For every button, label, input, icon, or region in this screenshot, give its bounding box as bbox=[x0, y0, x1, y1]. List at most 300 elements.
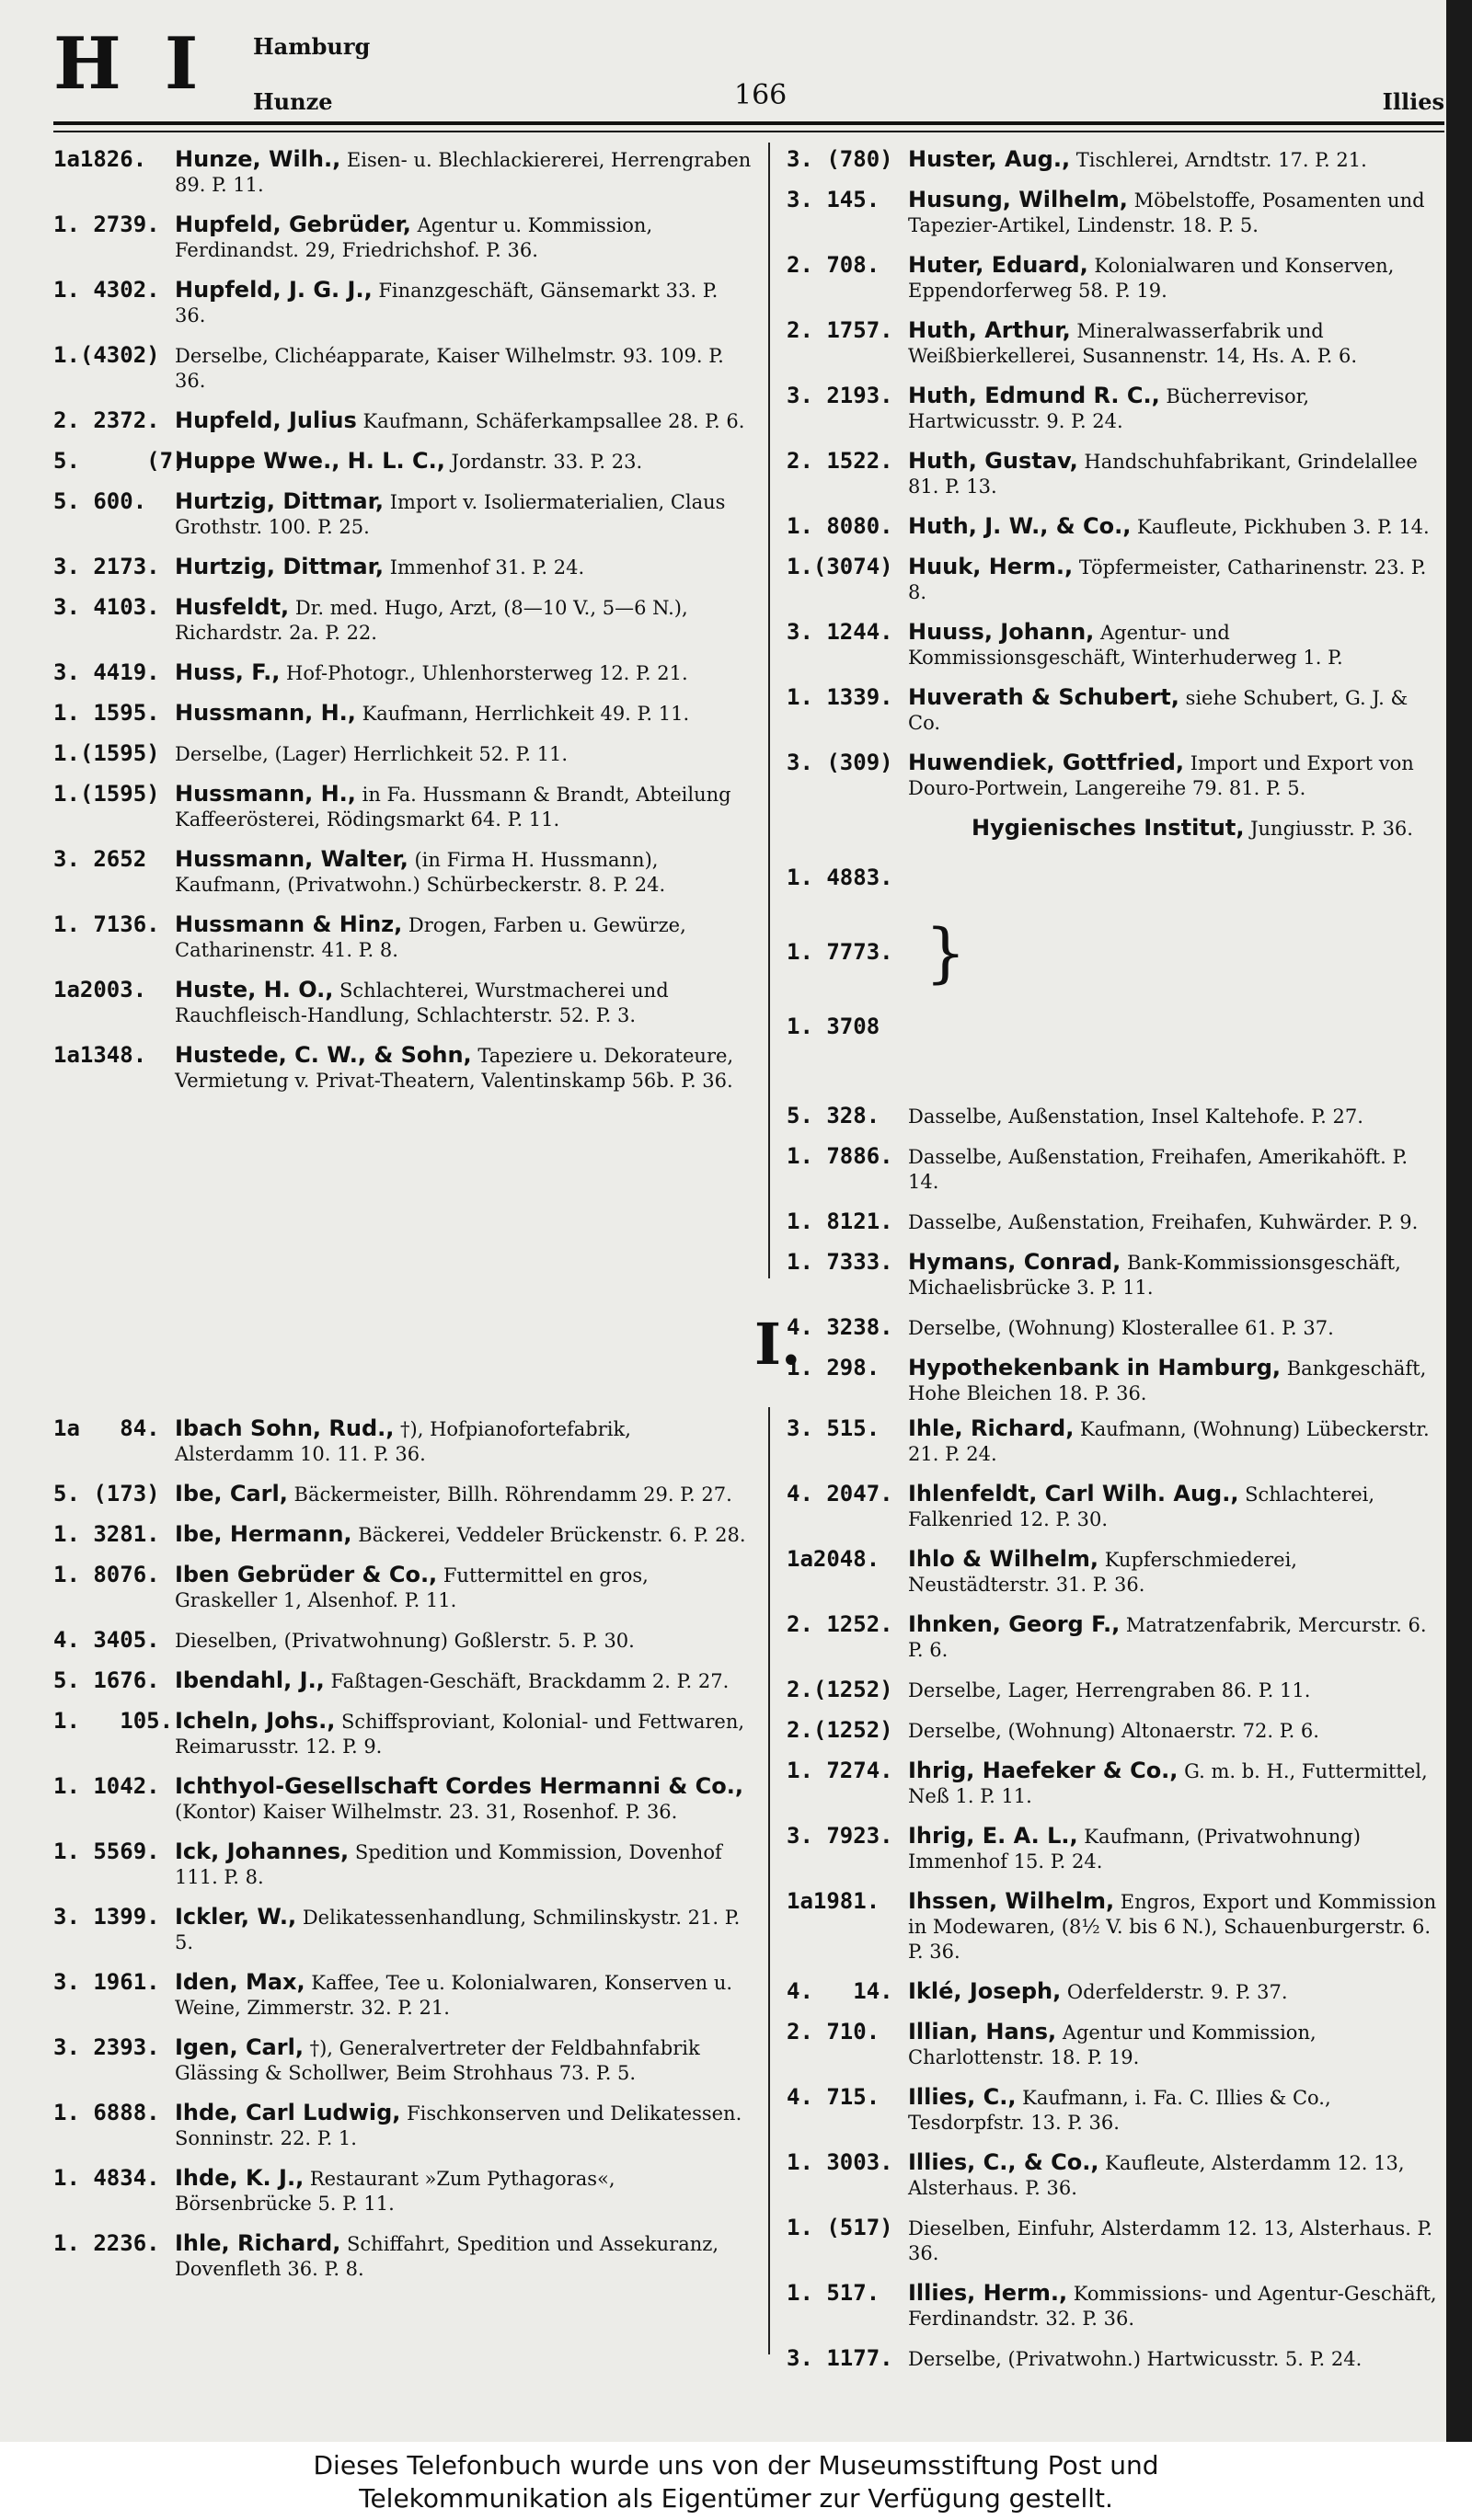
entry-details: Derselbe, (Privatwohn.) Hartwicusstr. 5. P. 24. bbox=[908, 2348, 1363, 2370]
phone-number: 5. 1676. bbox=[53, 1667, 160, 1693]
entry-name: Hustede, C. W., & Sohn, bbox=[175, 1042, 472, 1068]
phone-number: 3. (780) bbox=[787, 146, 893, 172]
entry-text bbox=[175, 978, 754, 1028]
entry-text bbox=[908, 1209, 1444, 1235]
entry-text bbox=[908, 1824, 1444, 1874]
phone-number: 1a2003. bbox=[53, 977, 147, 1002]
column-top-right bbox=[787, 147, 1444, 1421]
phone-number: 1. 7136. bbox=[53, 911, 160, 937]
entry-name: Ihlo & Wilhelm, bbox=[908, 1546, 1099, 1572]
phone-number: 2.(1252) bbox=[787, 1717, 893, 1743]
entry-name: Igen, Carl, bbox=[175, 2034, 304, 2060]
entry-text bbox=[175, 1563, 754, 1613]
entry-text bbox=[908, 514, 1444, 540]
entry-details: Bücherrevisor, Hartwicusstr. 9. P. 24. bbox=[908, 385, 1310, 432]
entry-text bbox=[908, 449, 1444, 499]
phone-number: 5. (173) bbox=[53, 1481, 160, 1506]
entry-text bbox=[908, 2216, 1444, 2266]
list-item bbox=[787, 620, 1444, 670]
entry-name: Illies, C., & Co., bbox=[908, 2149, 1099, 2175]
list-item bbox=[787, 1612, 1444, 1663]
entry-details: Derselbe, (Wohnung) Klosterallee 61. P. 37. bbox=[908, 1317, 1334, 1339]
entry-details: Kolonialwaren und Konserven, Eppendorferweg 58. P. 19. bbox=[908, 255, 1395, 302]
entry-details: Kaufleute, Alsterdamm 12. 13, Alsterhaus. P. 36. bbox=[908, 2152, 1405, 2199]
entry-details: Schiffsproviant, Kolonial- und Fettwaren, Reimarusstr. 12. P. 9. bbox=[175, 1711, 745, 1758]
entry-name: Hussmann, Walter, bbox=[175, 846, 408, 872]
entry-name: Huth, Arthur, bbox=[908, 317, 1071, 343]
entry-text bbox=[175, 1522, 754, 1548]
phone-number: 1. 517. bbox=[787, 2280, 880, 2306]
entry-text bbox=[175, 1905, 754, 1955]
entry-text bbox=[908, 1547, 1444, 1598]
phone-number: 5. (7) bbox=[53, 448, 187, 474]
entry-details: Tischlerei, Arndtstr. 17. P. 21. bbox=[1070, 149, 1367, 171]
list-item bbox=[53, 1482, 754, 1507]
entry-details: Kaufmann, (Privatwohnung) Immenhof 15. P. 24. bbox=[908, 1826, 1361, 1873]
entry-details: Schiffahrt, Spedition und Assekuranz, Dovenfleth 36. P. 8. bbox=[175, 2233, 719, 2280]
phone-number: 3. (309) bbox=[787, 750, 893, 775]
phone-number: 3. 4103. bbox=[53, 594, 160, 620]
phone-number: 1a1826. bbox=[53, 146, 147, 172]
entry-text bbox=[175, 147, 754, 198]
phone-number: 1a1981. bbox=[787, 1888, 880, 1914]
entry-text bbox=[908, 253, 1444, 304]
entry-details: Spedition und Kommission, Dovenhof 111. P. 8. bbox=[175, 1841, 722, 1888]
phone-number: 1.(3074) bbox=[787, 554, 893, 579]
phone-number: 3. 7923. bbox=[787, 1823, 893, 1849]
list-item bbox=[53, 1709, 754, 1759]
phone-number: 1. 1595. bbox=[53, 700, 160, 726]
list-item bbox=[787, 188, 1444, 238]
list-item bbox=[53, 1563, 754, 1613]
entry-text bbox=[908, 1416, 1444, 1467]
phone-number: 3. 2652 bbox=[53, 846, 147, 872]
list-item bbox=[787, 1482, 1444, 1532]
phone-number: 5. 600. bbox=[53, 488, 147, 514]
list-item bbox=[787, 147, 1444, 173]
entry-text bbox=[175, 912, 754, 963]
entry-text bbox=[908, 1678, 1444, 1703]
phone-number: 1. 8076. bbox=[53, 1562, 160, 1587]
phone-number: 3. 145. bbox=[787, 187, 880, 212]
list-item bbox=[787, 2085, 1444, 2136]
phone-number: 4. 14. bbox=[787, 1978, 893, 2004]
entry-details: Kaffee, Tee u. Kolonialwaren, Konserven u. Weine, Zimmerstr. 32. P. 21. bbox=[175, 1972, 733, 2019]
phone-number: 1. 298. bbox=[787, 1355, 880, 1380]
entry-name: Ihlenfeldt, Carl Wilh. Aug., bbox=[908, 1481, 1239, 1506]
entry-details: †), Generalvertreter der Feldbahnfabrik Glässing & Schollwer, Beim Strohhaus 73. P. 5. bbox=[175, 2037, 700, 2084]
list-item bbox=[53, 2035, 754, 2086]
phone-number: 1. 4834. bbox=[53, 2165, 160, 2191]
entry-text bbox=[908, 188, 1444, 238]
entry-name: Ihrig, Haefeker & Co., bbox=[908, 1758, 1179, 1783]
list-item bbox=[53, 1905, 754, 1955]
phone-number: 1. 4883. bbox=[787, 865, 893, 890]
phone-number-group bbox=[787, 816, 920, 1089]
phone-number: 3. 1399. bbox=[53, 1904, 160, 1930]
entry-name: Huth, Gustav, bbox=[908, 448, 1078, 474]
list-item bbox=[53, 212, 754, 263]
entry-details: Kaufmann, i. Fa. C. Illies & Co., Tesdorpfstr. 13. P. 36. bbox=[908, 2087, 1331, 2134]
entry-details: (Kontor) Kaiser Wilhelmstr. 23. 31, Rosenhof. P. 36. bbox=[175, 1801, 678, 1823]
entry-text bbox=[175, 489, 754, 540]
list-item bbox=[53, 1970, 754, 2021]
entry-details: Jungiusstr. P. 36. bbox=[1244, 818, 1413, 840]
entry-details: Dieselben, (Privatwohnung) Goßlerstr. 5. P. 30. bbox=[175, 1630, 635, 1652]
list-item bbox=[53, 701, 754, 727]
entry-name: Iklé, Joseph, bbox=[908, 1978, 1062, 2004]
phone-number: 1. 2739. bbox=[53, 212, 160, 237]
list-item bbox=[53, 408, 754, 434]
header-rule-thin bbox=[53, 131, 1444, 132]
list-item bbox=[53, 741, 754, 767]
entry-details: G. m. b. H., Futtermittel, Neß 1. P. 11. bbox=[908, 1760, 1428, 1807]
entry-text bbox=[175, 1970, 754, 2021]
footer-line: Telekommunikation als Eigentümer zur Verfügung gestellt. bbox=[359, 2483, 1113, 2514]
phone-number: 3. 4419. bbox=[53, 659, 160, 685]
entry-text bbox=[908, 2020, 1444, 2070]
phone-number: 4. 3405. bbox=[53, 1627, 160, 1653]
brace-glyph: } bbox=[925, 914, 967, 991]
entry-name: Illies, C., bbox=[908, 2084, 1017, 2110]
phone-number: 5. 328. bbox=[787, 1103, 880, 1128]
phone-number: 1.(1595) bbox=[53, 781, 160, 807]
entry-details: †), Hofpianofortefabrik, Alsterdamm 10. 11. P. 36. bbox=[175, 1418, 631, 1465]
entry-details: Dasselbe, Außenstation, Freihafen, Kuhwärder. P. 9. bbox=[908, 1211, 1419, 1233]
entry-details: Derselbe, (Lager) Herrlichkeit 52. P. 11. bbox=[175, 743, 569, 765]
column-bottom-right bbox=[787, 1416, 1444, 2387]
entry-text bbox=[175, 595, 754, 646]
entry-details: Kommissions- und Agentur-Geschäft, Ferdinandstr. 32. P. 36. bbox=[908, 2283, 1437, 2330]
entry-details: (in Firma H. Hussmann), Kaufmann, (Privatwohn.) Schürbeckerstr. 8. P. 24. bbox=[175, 849, 666, 896]
entry-text bbox=[908, 2281, 1444, 2331]
entry-text bbox=[175, 212, 754, 263]
entry-details: Faßtagen-Geschäft, Brackdamm 2. P. 27. bbox=[324, 1670, 730, 1692]
entry-name: Ickler, W., bbox=[175, 1904, 297, 1930]
entry-text bbox=[908, 147, 1444, 173]
list-item bbox=[787, 1104, 1444, 1129]
entry-name: Hussmann, H., bbox=[175, 700, 356, 726]
entry-details: Handschuhfabrikant, Grindelallee 81. P. 13. bbox=[908, 451, 1418, 498]
entry-name: Huster, Aug., bbox=[908, 146, 1071, 172]
footer-notice bbox=[0, 2442, 1472, 2520]
phone-number: 1. 1339. bbox=[787, 684, 893, 710]
entry-name: Huss, F., bbox=[175, 659, 281, 685]
entry-details: Delikatessenhandlung, Schmilinskystr. 21. P. 5. bbox=[175, 1907, 741, 1953]
phone-number: 2. 1757. bbox=[787, 317, 893, 343]
entry-details: Kaufmann, (Wohnung) Lübeckerstr. 21. P. 24. bbox=[908, 1418, 1430, 1465]
entry-name: Huter, Eduard, bbox=[908, 252, 1088, 278]
entry-details: Kupferschmiederei, Neustädterstr. 31. P. 36. bbox=[908, 1549, 1297, 1596]
entry-name: Hussmann, H., bbox=[175, 781, 356, 807]
entry-details: Agentur- und Kommissionsgeschäft, Winterhuderweg 1. P. bbox=[908, 622, 1343, 669]
entry-text bbox=[175, 278, 754, 328]
entry-details: Import v. Isoliermaterialien, Claus Grothstr. 100. P. 25. bbox=[175, 491, 726, 538]
phone-number: 2. 2372. bbox=[53, 407, 160, 433]
entry-text bbox=[175, 2231, 754, 2282]
list-item bbox=[787, 514, 1444, 540]
phone-number: 1. (517) bbox=[787, 2215, 893, 2240]
entry-text bbox=[175, 1668, 754, 1694]
entry-text bbox=[175, 1043, 754, 1094]
entry-text bbox=[175, 1416, 754, 1467]
entry-details: Drogen, Farben u. Gewürze, Catharinenstr. 41. P. 8. bbox=[175, 914, 686, 961]
phone-number: 1. 2236. bbox=[53, 2230, 160, 2256]
phone-number: 3. 2173. bbox=[53, 554, 160, 579]
list-item bbox=[53, 1774, 754, 1825]
entry-text bbox=[908, 1612, 1444, 1663]
entry-details: Kaufmann, Herrlichkeit 49. P. 11. bbox=[355, 703, 690, 725]
entry-details: Tapeziere u. Dekorateure, Vermietung v. Privat-Theatern, Valentinskamp 56b. P. 36. bbox=[175, 1045, 734, 1092]
entry-text bbox=[908, 384, 1444, 434]
entry-text bbox=[908, 1979, 1444, 2005]
entry-text bbox=[175, 2101, 754, 2151]
entry-text bbox=[175, 701, 754, 727]
phone-number: 1a1348. bbox=[53, 1042, 147, 1068]
list-item bbox=[787, 253, 1444, 304]
entry-text bbox=[972, 816, 1444, 1089]
entry-text bbox=[175, 408, 754, 434]
entry-name: Huth, Edmund R. C., bbox=[908, 383, 1160, 408]
list-item bbox=[53, 1628, 754, 1654]
list-item bbox=[787, 449, 1444, 499]
page-edge-shadow bbox=[1446, 0, 1472, 2442]
phone-number: 3. 515. bbox=[787, 1415, 880, 1441]
list-item bbox=[787, 1889, 1444, 1964]
entry-details: Töpfermeister, Catharinenstr. 23. P. 8. bbox=[908, 556, 1427, 603]
entry-text bbox=[175, 449, 754, 475]
entry-name: Huverath & Schubert, bbox=[908, 684, 1179, 710]
list-item bbox=[787, 2346, 1444, 2372]
list-item bbox=[53, 489, 754, 540]
list-item bbox=[53, 912, 754, 963]
list-item bbox=[787, 750, 1444, 801]
entry-details: Import und Export von Douro-Portwein, Langereihe 79. 81. P. 5. bbox=[908, 752, 1414, 799]
entry-text bbox=[175, 1482, 754, 1507]
list-item bbox=[787, 1356, 1444, 1406]
entry-text bbox=[908, 1482, 1444, 1532]
headword-last: Illies bbox=[1382, 88, 1444, 115]
column-bottom-left bbox=[53, 1416, 754, 2297]
entry-name: Iben Gebrüder & Co., bbox=[175, 1562, 438, 1587]
entry-text bbox=[908, 1356, 1444, 1406]
entry-text bbox=[908, 318, 1444, 369]
entry-details: Fischkonserven und Delikatessen. Sonninstr. 22. P. 1. bbox=[175, 2102, 742, 2149]
phone-number: 3. 2193. bbox=[787, 383, 893, 408]
entry-text bbox=[908, 685, 1444, 736]
entry-name: Hurtzig, Dittmar, bbox=[175, 554, 385, 579]
list-item bbox=[787, 1824, 1444, 1874]
entry-name: Husfeldt, bbox=[175, 594, 290, 620]
list-item bbox=[787, 318, 1444, 369]
entry-name: Ibendahl, J., bbox=[175, 1667, 325, 1693]
entry-details: Schlachterei, Wurstmacherei und Rauchfleisch-Handlung, Schlachterstr. 52. P. 3. bbox=[175, 979, 669, 1026]
entry-details: Möbelstoffe, Posamenten und Tapezier-Artikel, Lindenstr. 18. P. 5. bbox=[908, 189, 1425, 236]
entry-details: Bäckerei, Veddeler Brückenstr. 6. P. 28. bbox=[351, 1524, 746, 1546]
entry-text bbox=[175, 847, 754, 898]
list-item bbox=[787, 384, 1444, 434]
entry-details: in Fa. Hussmann & Brandt, Abteilung Kaffeerösterei, Rödingsmarkt 64. P. 11. bbox=[175, 784, 731, 830]
phone-number: 2. 708. bbox=[787, 252, 880, 278]
list-item bbox=[787, 1758, 1444, 1809]
entry-name: Ihnken, Georg F., bbox=[908, 1611, 1121, 1637]
entry-text bbox=[908, 2346, 1444, 2372]
entry-details: Eisen- u. Blechlackiererei, Herrengraben 89. P. 11. bbox=[175, 149, 752, 196]
entry-details: Dasselbe, Außenstation, Freihafen, Amerikahöft. P. 14. bbox=[908, 1146, 1409, 1193]
list-item bbox=[787, 1678, 1444, 1703]
entry-name: Hussmann & Hinz, bbox=[175, 911, 403, 937]
entry-name: Ihde, Carl Ludwig, bbox=[175, 2100, 401, 2125]
entry-name: Hygienisches Institut, bbox=[972, 815, 1245, 841]
entry-details: Agentur und Kommission, Charlottenstr. 18. P. 19. bbox=[908, 2022, 1317, 2068]
entry-details: Derselbe, (Wohnung) Altonaerstr. 72. P. 6. bbox=[908, 1720, 1319, 1742]
list-item bbox=[53, 2101, 754, 2151]
entry-details: Immenhof 31. P. 24. bbox=[384, 556, 585, 578]
entry-text bbox=[175, 1628, 754, 1654]
phone-number: 1. 6888. bbox=[53, 2100, 160, 2125]
entry-details: Bäckermeister, Billh. Röhrendamm 29. P. 27. bbox=[287, 1483, 732, 1506]
list-item bbox=[787, 1979, 1444, 2005]
entry-text bbox=[175, 1774, 754, 1825]
entry-text bbox=[175, 1839, 754, 1890]
entry-text bbox=[908, 1104, 1444, 1129]
entry-name: Illian, Hans, bbox=[908, 2019, 1057, 2045]
entry-name: Ihle, Richard, bbox=[175, 2230, 341, 2256]
list-item bbox=[53, 1416, 754, 1467]
phone-number: 1. 7333. bbox=[787, 1249, 893, 1275]
list-item bbox=[787, 1144, 1444, 1195]
phone-number: 2.(1252) bbox=[787, 1677, 893, 1702]
entry-text bbox=[908, 2150, 1444, 2201]
entry-name: Icheln, Johs., bbox=[175, 1708, 336, 1734]
phone-number: 1a 84. bbox=[53, 1415, 160, 1441]
page-number: 166 bbox=[734, 79, 788, 111]
entry-details: Dr. med. Hugo, Arzt, (8—10 V., 5—6 N.), Richardstr. 2a. P. 22. bbox=[175, 597, 688, 644]
entry-text bbox=[908, 1889, 1444, 1964]
entry-name: Ihrig, E. A. L., bbox=[908, 1823, 1078, 1849]
entry-details: Bank-Kommissionsgeschäft, Michaelisbrücke 3. P. 11. bbox=[908, 1252, 1401, 1299]
column-divider-top bbox=[768, 143, 770, 1278]
entry-details: Schlachterei, Falkenried 12. P. 30. bbox=[908, 1483, 1375, 1530]
list-item bbox=[53, 1668, 754, 1694]
entry-text bbox=[908, 620, 1444, 670]
entry-name: Hypothekenbank in Hamburg, bbox=[908, 1355, 1282, 1380]
entry-details: Futtermittel en gros, Graskeller 1, Alsenhof. P. 11. bbox=[175, 1564, 649, 1611]
phone-number: 1. 3003. bbox=[787, 2149, 893, 2175]
entry-text bbox=[175, 741, 754, 767]
list-item bbox=[53, 343, 754, 394]
phone-number: 2. 710. bbox=[787, 2019, 880, 2045]
list-item bbox=[53, 2166, 754, 2216]
entry-details: Dieselben, Einfuhr, Alsterdamm 12. 13, Alsterhaus. P. 36. bbox=[908, 2217, 1433, 2264]
section-heading: I. bbox=[754, 1311, 801, 1378]
entry-details: Restaurant »Zum Pythagoras«, Börsenbrücke 5. P. 11. bbox=[175, 2168, 615, 2215]
entry-details: Engros, Export und Kommission in Modewaren, (8½ V. bis 6 N.), Schauenburgerstr. 6. P. 36. bbox=[908, 1891, 1437, 1963]
list-item bbox=[787, 1547, 1444, 1598]
phone-number: 1a2048. bbox=[787, 1546, 880, 1572]
phone-number: 1.(4302) bbox=[53, 342, 160, 368]
list-item bbox=[53, 1043, 754, 1094]
list-item bbox=[53, 2231, 754, 2282]
list-item bbox=[53, 449, 754, 475]
phone-number: 2. 1252. bbox=[787, 1611, 893, 1637]
list-item bbox=[787, 1718, 1444, 1744]
list-item bbox=[53, 595, 754, 646]
list-item bbox=[787, 2281, 1444, 2331]
list-item bbox=[53, 1839, 754, 1890]
entry-name: Husung, Wilhelm, bbox=[908, 187, 1128, 212]
list-item bbox=[53, 278, 754, 328]
list-item bbox=[787, 816, 1444, 1089]
phone-number: 1. 5569. bbox=[53, 1838, 160, 1864]
list-item bbox=[787, 2150, 1444, 2201]
phone-number: 1. 105. bbox=[53, 1708, 174, 1734]
list-item bbox=[787, 555, 1444, 605]
entry-text bbox=[908, 1758, 1444, 1809]
header-rule bbox=[53, 121, 1444, 125]
phone-number: 3. 2393. bbox=[53, 2034, 160, 2060]
phone-number: 1. 7274. bbox=[787, 1758, 893, 1783]
phone-number: 4. 3238. bbox=[787, 1314, 893, 1340]
entry-name: Ick, Johannes, bbox=[175, 1838, 350, 1864]
entry-name: Ibach Sohn, Rud., bbox=[175, 1415, 395, 1441]
phone-number: 1. 1042. bbox=[53, 1773, 160, 1799]
phone-number: 4. 2047. bbox=[787, 1481, 893, 1506]
column-top-left bbox=[53, 147, 754, 1108]
phone-number: 1. 3708 bbox=[787, 1014, 880, 1039]
list-item bbox=[787, 2216, 1444, 2266]
entry-name: Ihde, K. J., bbox=[175, 2165, 305, 2191]
phone-number: 2. 1522. bbox=[787, 448, 893, 474]
list-item bbox=[53, 847, 754, 898]
entry-name: Iden, Max, bbox=[175, 1969, 305, 1995]
phone-number: 1. 4302. bbox=[53, 277, 160, 303]
list-item bbox=[787, 2020, 1444, 2070]
entry-details: Mineralwasserfabrik und Weißbierkellerei, Susannenstr. 14, Hs. A. P. 6. bbox=[908, 320, 1358, 367]
entry-name: Huuss, Johann, bbox=[908, 619, 1095, 645]
headword-city: Hamburg bbox=[253, 33, 371, 60]
entry-details: Hof-Photogr., Uhlenhorsterweg 12. P. 21. bbox=[280, 662, 688, 684]
entry-name: Hupfeld, Julius bbox=[175, 407, 357, 433]
list-item bbox=[787, 685, 1444, 736]
entry-name: Ihssen, Wilhelm, bbox=[908, 1888, 1115, 1914]
entry-details: siehe Schubert, G. J. & Co. bbox=[908, 687, 1409, 734]
list-item bbox=[53, 1522, 754, 1548]
entry-details: Finanzgeschäft, Gänsemarkt 33. P. 36. bbox=[175, 280, 719, 326]
entry-name: Ichthyol-Gesellschaft Cordes Hermanni & Co., bbox=[175, 1773, 743, 1799]
entry-text bbox=[175, 555, 754, 580]
phone-number: 1. 3281. bbox=[53, 1521, 160, 1547]
entry-name: Hurtzig, Dittmar, bbox=[175, 488, 385, 514]
list-item bbox=[53, 147, 754, 198]
phone-number: 1.(1595) bbox=[53, 740, 160, 766]
list-item bbox=[787, 1416, 1444, 1467]
phone-number: 1. 7773. bbox=[787, 939, 893, 965]
phone-number: 3. 1961. bbox=[53, 1969, 160, 1995]
entry-details: Agentur u. Kommission, Ferdinandst. 29, Friedrichshof. P. 36. bbox=[175, 214, 653, 261]
entry-text bbox=[175, 660, 754, 686]
headword-first: Hunze bbox=[253, 88, 333, 115]
entry-name: Huth, J. W., & Co., bbox=[908, 513, 1132, 539]
entry-name: Ibe, Hermann, bbox=[175, 1521, 352, 1547]
list-item bbox=[53, 555, 754, 580]
list-item bbox=[53, 660, 754, 686]
entry-details: Derselbe, Clichéapparate, Kaiser Wilhelmstr. 93. 109. P. 36. bbox=[175, 345, 724, 392]
entry-text bbox=[175, 343, 754, 394]
entry-details: Dasselbe, Außenstation, Insel Kaltehofe. P. 27. bbox=[908, 1105, 1363, 1128]
entry-name: Hunze, Wilh., bbox=[175, 146, 341, 172]
footer-line: Dieses Telefonbuch wurde uns von der Museumsstiftung Post und bbox=[313, 2450, 1159, 2480]
